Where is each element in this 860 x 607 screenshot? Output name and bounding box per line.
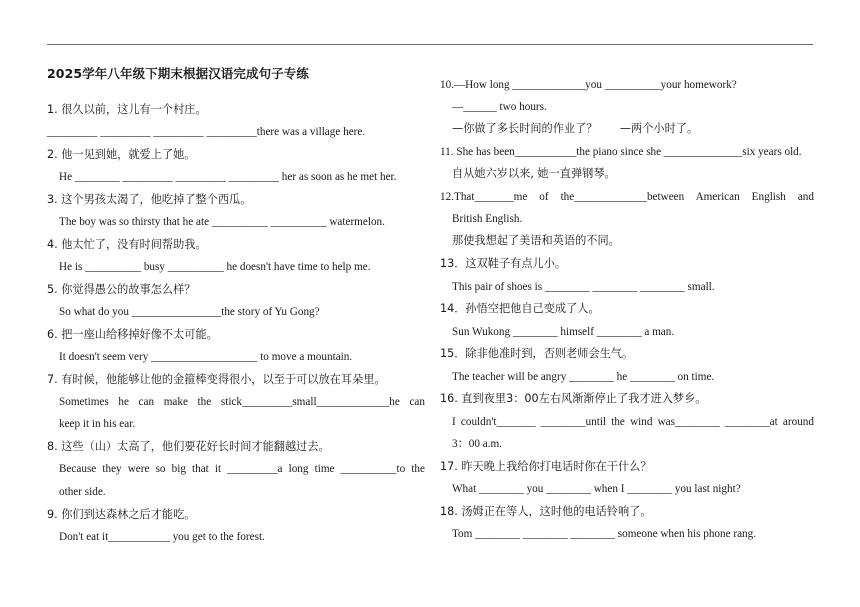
question-12-prompt: 那使我想起了美语和英语的不同。: [452, 234, 620, 247]
question-1-prompt: 1. 很久以前，这儿有一个村庄。: [47, 103, 207, 116]
question-5-prompt: 5. 你觉得愚公的故事怎么样？: [47, 283, 196, 296]
question-12-answer-line-2: British English.: [452, 213, 523, 225]
page-title: 2025学年八年级下期末根据汉语完成句子专练: [47, 66, 309, 81]
question-8-answer-line-2: other side.: [59, 486, 106, 498]
question-11-answer: 11. She has been___________the piano since she ______________six years old.: [440, 146, 802, 158]
question-16-prompt: 16. 直到夜里3：00左右风渐渐停止了我才进入梦乡。: [440, 392, 707, 405]
question-9-answer: Don't eat it___________ you get to the forest.: [59, 531, 265, 543]
question-16-answer-line-1: I couldn't_______ ________until the wind was________ ________at around: [452, 416, 814, 428]
question-8-answer-line-1: Because they were so big that it _________a long time __________to the: [59, 463, 425, 475]
question-11-prompt: 自从她六岁以来, 她一直弹钢琴。: [452, 167, 616, 180]
question-18-prompt: 18. 汤姆正在等人，这时他的电话铃响了。: [440, 505, 652, 518]
question-7-prompt: 7. 有时候，他能够让他的金箍棒变得很小，以至于可以放在耳朵里。: [47, 373, 386, 386]
question-14-prompt: 14．孙悟空把他自己变成了人。: [440, 302, 600, 315]
question-2-answer: He ________ _________ _________ _________ her as soon as he met her.: [59, 171, 397, 183]
question-5-answer: So what do you ________________the story of Yu Gong?: [59, 306, 320, 318]
question-13-answer: This pair of shoes is ________ ________ ________ small.: [452, 281, 715, 293]
question-7-answer-line-2: keep it in his ear.: [59, 418, 136, 430]
question-12-answer-line-1: 12.That_______me of the_____________between American English and: [440, 191, 814, 203]
question-8-prompt: 8. 这些（山）太高了，他们要花好长时间才能翻越过去。: [47, 440, 330, 453]
header-rule: [47, 44, 813, 45]
question-4-answer: He is __________ busy __________ he doesn't have time to help me.: [59, 261, 371, 273]
question-16-answer-line-2: 3：00 a.m.: [452, 438, 503, 450]
question-3-prompt: 3. 这个男孩太渴了，他吃掉了整个西瓜。: [47, 193, 252, 206]
question-6-answer: It doesn't seem very ___________________ to move a mountain.: [59, 351, 353, 363]
question-17-answer: What ________ you ________ when I ________ you last night?: [452, 483, 741, 495]
question-1-answer: _________ _________ _________ _________there was a village here.: [47, 126, 366, 138]
question-6-prompt: 6. 把一座山给移掉好像不太可能。: [47, 328, 218, 341]
question-3-answer: The boy was so thirsty that he ate __________ __________ watermelon.: [59, 216, 385, 228]
question-9-prompt: 9. 你们到达森林之后才能吃。: [47, 508, 196, 521]
question-13-prompt: 13．这双鞋子有点儿小。: [440, 257, 567, 270]
question-14-answer: Sun Wukong ________ himself ________ a man.: [452, 326, 675, 338]
question-10-prompt: —你做了多长时间的作业了？ —两个小时了。: [452, 122, 699, 135]
question-15-answer: The teacher will be angry ________ he ________ on time.: [452, 371, 715, 383]
question-7-answer-line-1: Sometimes he can make the stick_________small_____________he can: [59, 396, 425, 408]
question-18-answer: Tom ________ ________ ________ someone when his phone rang.: [452, 528, 757, 540]
question-15-prompt: 15．除非他准时到，否则老师会生气。: [440, 347, 634, 360]
question-2-prompt: 2. 他一见到她，就爱上了她。: [47, 148, 196, 161]
question-17-prompt: 17. 昨天晚上我给你打电话时你在干什么？: [440, 460, 652, 473]
question-10-answer: 10.—How long _____________you __________your homework?: [440, 79, 737, 91]
question-4-prompt: 4. 他太忙了，没有时间帮助我。: [47, 238, 207, 251]
question-10-reply: —______ two hours.: [452, 101, 547, 113]
